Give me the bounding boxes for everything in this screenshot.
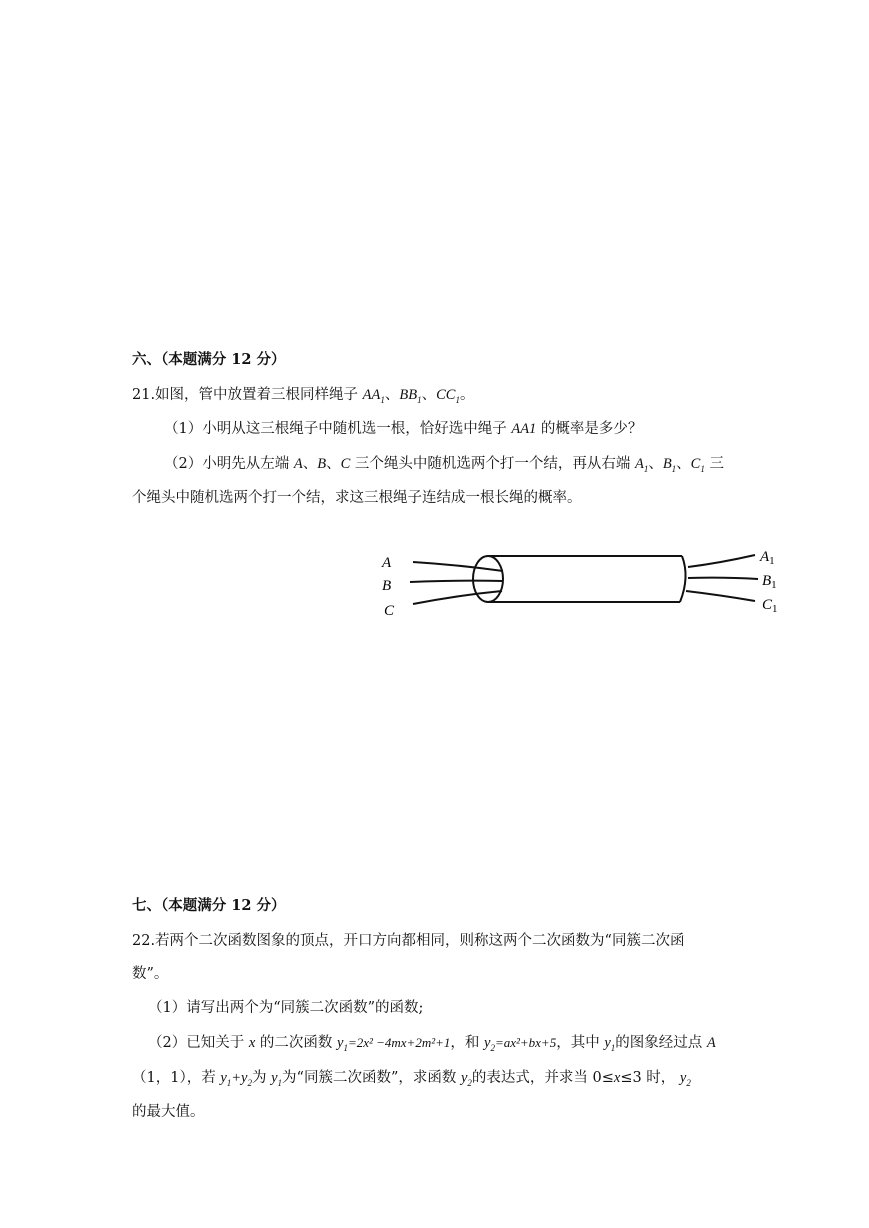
question-22-part-2-cont: （1，1），若 $y_1+y_2$为 $y_1$为“同簇二次函数”，求函数 $y_2$的表达式，并求当 0≤x≤3 时， $y_2$ <box>132 1070 691 1088</box>
section-7-heading: 七、（本题满分 12 分） <box>132 897 286 914</box>
label-b: B <box>382 578 392 594</box>
rope-b-left <box>410 581 503 582</box>
rope-b-right <box>688 578 758 579</box>
rope-a-right <box>688 555 755 567</box>
rope-bb1: $BB_1$ <box>399 387 422 405</box>
y1-expression: =2x² −4mx+2m²+1 <box>347 1035 451 1050</box>
pipe-rope-figure <box>370 545 790 625</box>
question-22-line-5: 的最大值。 <box>132 1104 205 1120</box>
question-21-part-2: （2）小明先从左端 A、B、C 三个绳头中随机选两个打一个结，再从右端 $A_1$、$B_1$、$C_1$ 三 <box>164 456 724 474</box>
question-21-intro: 21.如图，管中放置着三根同样绳子 $AA_1$、$BB_1$、$CC_1$。 <box>132 387 475 405</box>
question-22-line-1: 22.若两个二次函数图象的顶点，开口方向都相同，则称这两个二次函数为“同簇二次函 <box>132 933 685 949</box>
rope-c-right <box>686 591 755 601</box>
rope-a-left <box>413 562 503 571</box>
label-c1: $C_1$ <box>762 597 778 615</box>
section-6-heading: 六、（本题满分 12 分） <box>132 351 286 368</box>
pipe-left-opening <box>473 556 503 602</box>
rope-cc1: $CC_1$ <box>436 387 460 405</box>
pipe-right-end <box>680 556 686 602</box>
y2-expression: =ax²+bx+5 <box>494 1035 557 1050</box>
question-21-part-1: （1）小明从这三根绳子中随机选一根，恰好选中绳子 AA1 的概率是多少？ <box>164 421 643 437</box>
question-22-part-1: （1）请写出两个为“同簇二次函数”的函数; <box>148 1000 424 1016</box>
label-a1: $A_1$ <box>760 549 775 567</box>
question-22-part-2: （2）已知关于 x 的二次函数 $y_1=2x^2 -4mx+2m^2+1$，和 $y_2=ax^2+bx+5$，其中 $y_1$的图象经过点 A <box>148 1035 716 1053</box>
question-21-part-2-cont: 个绳头中随机选两个打一个结，求这三根绳子连结成一根长绳的概率。 <box>132 490 582 506</box>
label-b1: $B_1$ <box>762 573 777 591</box>
q21-intro-text: 21.如图，管中放置着三根同样绳子 <box>132 387 359 403</box>
question-22-line-2: 数”。 <box>132 966 169 982</box>
rope-aa1: $AA_1$ <box>362 387 385 405</box>
label-c: C <box>384 603 395 619</box>
label-a: A <box>382 555 392 571</box>
